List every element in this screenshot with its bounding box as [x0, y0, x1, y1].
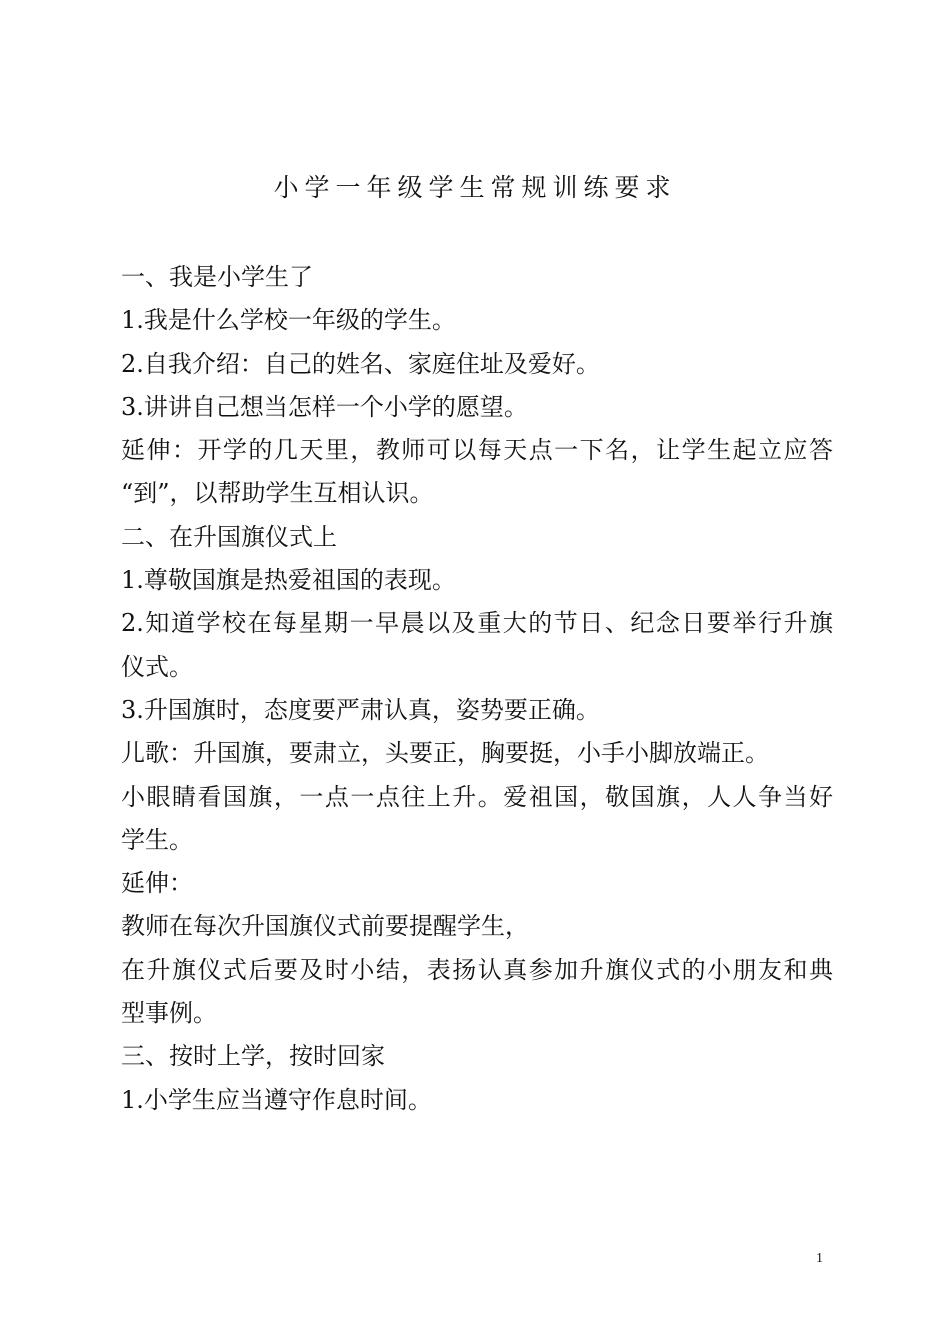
section-heading-2: 二、在升国旗仪式上 — [121, 522, 337, 551]
paragraph-line: 2.自我介绍：自己的姓名、家庭住址及爱好。 — [121, 349, 600, 378]
section-heading-3: 三、按时上学，按时回家 — [121, 1042, 385, 1071]
paragraph-line: 延伸： — [121, 869, 193, 898]
paragraph-line: “到”，以帮助学生互相认识。 — [121, 479, 434, 508]
paragraph-line: 小眼睛看国旗，一点一点往上升。爱祖国，敬国旗，人人争当好 — [121, 782, 833, 811]
paragraph-line: 教师在每次升国旗仪式前要提醒学生， — [121, 912, 529, 941]
paragraph-line: 2.知道学校在每星期一早晨以及重大的节日、纪念日要举行升旗 — [121, 609, 833, 638]
paragraph-line: 学生。 — [121, 825, 193, 854]
paragraph-line: 延伸：开学的几天里，教师可以每天点一下名，让学生起立应答 — [121, 436, 833, 465]
paragraph-line: 1.尊敬国旗是热爱祖国的表现。 — [121, 566, 456, 595]
paragraph-line: 型事例。 — [121, 999, 217, 1028]
paragraph-line: 儿歌：升国旗，要肃立，头要正，胸要挺，小手小脚放端正。 — [121, 739, 769, 768]
paragraph-line: 在升旗仪式后要及时小结，表扬认真参加升旗仪式的小朋友和典 — [121, 955, 833, 984]
paragraph-line: 仪式。 — [121, 652, 193, 681]
paragraph-line: 1.我是什么学校一年级的学生。 — [121, 306, 456, 335]
document-body — [121, 256, 833, 1122]
paragraph-line: 3.升国旗时，态度要严肃认真，姿势要正确。 — [121, 695, 600, 724]
section-heading-1: 一、我是小学生了 — [121, 263, 313, 291]
paragraph-line: 3.讲讲自己想当怎样一个小学的愿望。 — [121, 392, 528, 421]
document-title: 小学一年级学生常规训练要求 — [273, 173, 677, 202]
page-number: 1 — [816, 1251, 823, 1266]
paragraph-line: 1.小学生应当遵守作息时间。 — [121, 1085, 432, 1114]
